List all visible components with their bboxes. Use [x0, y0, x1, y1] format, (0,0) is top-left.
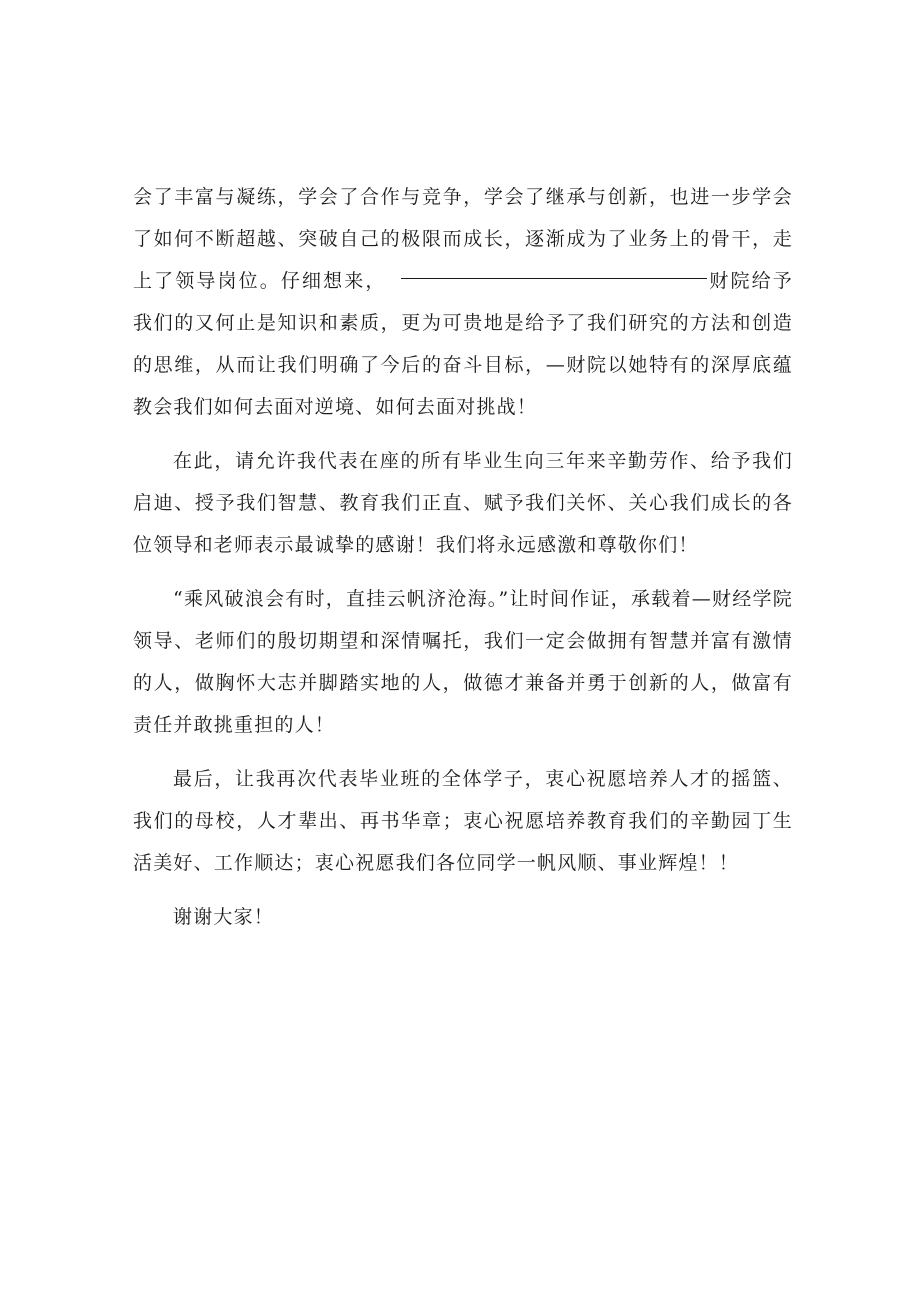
paragraph-1 — [133, 176, 793, 428]
paragraph-gap — [133, 428, 793, 440]
speech-body — [133, 176, 793, 938]
paragraph-1-text-start: 会了丰富与凝练，学会了合作与竞争，学会了继承与创新，也进一步学会了如何不断超越、突破自己的极限而成长，逐渐成为了业务上的骨干，走上了领导岗位。仔细想来， — [133, 186, 793, 292]
closing-thanks: 谢谢大家！ — [173, 906, 275, 928]
paragraph-gap — [133, 566, 793, 578]
paragraph-2: 在此，请允许我代表在座的所有毕业生向三年来辛勤劳作、给予我们启迪、授予我们智慧、教育我们正直、赋予我们关怀、关心我们成长的各位领导和老师表示最诚挚的感谢！我们将永远感激和尊敬你们！ — [133, 450, 793, 556]
paragraph-1-text-end: 财院给予我们的又何止是知识和素质，更为可贵地是给予了我们研究的方法和创造的思维，从而让我们明确了今后的奋斗目标，—财院以她特有的深厚底蕴教会我们如何去面对逆境、如何去面对挑战！ — [133, 270, 793, 418]
paragraph-gap — [133, 884, 793, 896]
fill-in-blank — [401, 277, 707, 279]
paragraph-3: “乘风破浪会有时，直挂云帆济沧海。”让时间作证，承载着—财经学院领导、老师们的殷切期望和深情嘱托，我们一定会做拥有智慧并富有激情的人，做胸怀大志并脚踏实地的人，做德才兼备并勇于创新的人，做富有责任并敢挑重担的人！ — [133, 588, 793, 736]
paragraph-4: 最后，让我再次代表毕业班的全体学子，衷心祝愿培养人才的摇篮、我们的母校，人才辈出、再书华章；衷心祝愿培养教育我们的辛勤园丁生活美好、工作顺达；衷心祝愿我们各位同学一帆风顺、事业辉煌！！ — [133, 768, 793, 874]
paragraph-gap — [133, 746, 793, 758]
